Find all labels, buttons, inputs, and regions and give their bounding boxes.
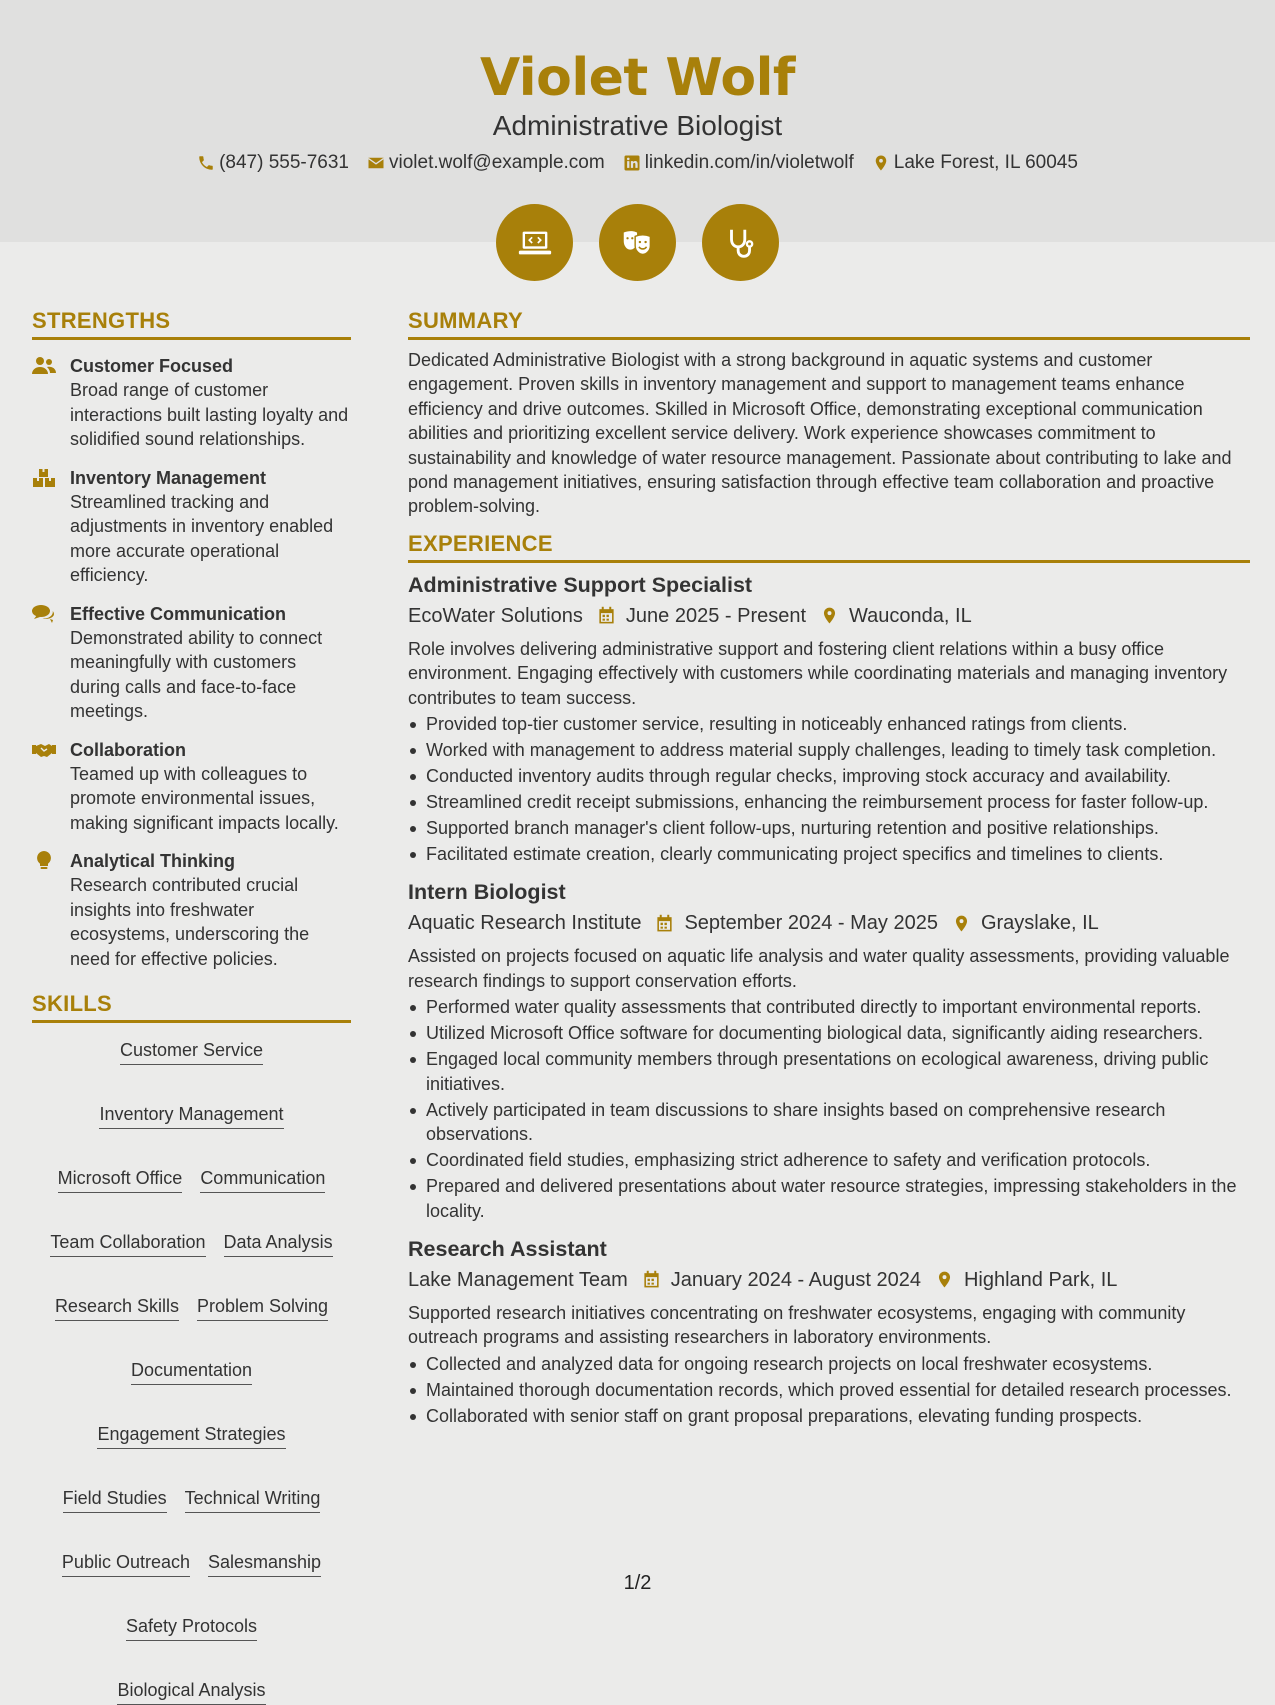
list-item: Engaged local community members through presentations on ecological awareness, driving public initiatives. [408,1047,1250,1096]
handshake-icon [32,740,56,760]
comments-icon [32,604,56,624]
strength-name: Effective Communication [70,603,287,624]
skill-tag: Technical Writing [185,1487,321,1513]
skill-tag: Customer Service [120,1039,263,1065]
list-item: Performed water quality assessments that contributed directly to important environmental reports. [408,995,1250,1019]
skills-heading: SKILLS [32,991,351,1023]
page-number: 1/2 [623,1572,652,1594]
list-item: Supported branch manager's client follow-ups, nurturing retention and positive relationships. [408,816,1250,840]
phone-icon [197,154,215,172]
contact-phone-text: (847) 555-7631 [219,152,349,173]
skill-tag: Salesmanship [208,1551,321,1577]
skill-tag: Biological Analysis [117,1679,265,1705]
list-item: Actively participated in team discussions to share insights based on comprehensive research observations. [408,1098,1250,1147]
job-location: Grayslake, IL [980,912,1099,935]
job-dates: January 2024 - August 2024 [670,1268,921,1291]
map-pin-icon [820,606,839,625]
users-icon [32,356,56,376]
skills-list [32,1039,351,1705]
list-item: Coordinated field studies, emphasizing strict adherence to safety and verification protocols. [408,1148,1250,1172]
job-bullets [408,1352,1250,1428]
strength-desc: Teamed up with colleagues to promote environmental issues, making significant impacts locally. [70,763,339,833]
skill-tag: Field Studies [63,1487,167,1513]
linkedin-icon [623,154,641,172]
job-meta [408,1267,1250,1293]
job-dates: September 2024 - May 2025 [684,912,938,935]
skill-tag: Engagement Strategies [97,1423,285,1449]
left-column [32,308,351,1705]
strength-name: Collaboration [70,739,186,760]
lightbulb-icon [32,851,56,871]
strength-name: Analytical Thinking [70,851,236,871]
calendar-icon [597,606,616,625]
contact-row [0,152,1275,174]
job-company: Lake Management Team [408,1268,628,1291]
contact-email-text: violet.wolf@example.com [389,152,605,173]
job-role: Administrative Support Specialist [408,572,753,597]
strength-desc: Demonstrated ability to connect meaningfully with customers during calls and face-to-face meetings. [70,627,323,721]
list-item: Provided top-tier customer service, resulting in noticeably enhanced ratings from clients. [408,712,1250,736]
list-item: Utilized Microsoft Office software for documenting biological data, significantly aiding researchers. [408,1021,1250,1045]
experience-section [408,531,1250,1428]
strength-item [32,738,351,836]
skill-tag: Communication [200,1167,325,1193]
calendar-icon [642,1270,661,1289]
list-item: Streamlined credit receipt submissions, enhancing the reimbursement process for faster follow-up. [408,790,1250,814]
list-item: Maintained thorough documentation records, which proved essential for detailed research processes. [408,1378,1250,1402]
job-location: Wauconda, IL [849,604,972,627]
stethoscope-icon [722,224,760,262]
list-item: Conducted inventory audits through regular checks, improving stock accuracy and availability. [408,764,1250,788]
calendar-icon [655,914,674,933]
laptop-code-icon [516,224,554,262]
job-role: Research Assistant [408,1236,607,1261]
contact-location [872,152,1078,174]
badge-theater-masks [599,204,676,281]
skills-section [32,991,351,1705]
contact-phone[interactable] [197,152,349,174]
summary-heading: SUMMARY [408,308,1250,340]
list-item: Worked with management to address material supply challenges, leading to timely task completion. [408,738,1250,762]
boxes-icon [32,468,56,488]
job-meta [408,910,1250,936]
job-entry [408,571,1250,867]
list-item: Facilitated estimate creation, clearly communicating project specifics and timelines to clients. [408,842,1250,866]
interest-badges [0,204,1275,281]
summary-text: Dedicated Administrative Biologist with a strong background in aquatic systems and customer engagement. Proven skills in inventory management and support to management teams enhance efficiency and drive outcomes. Skilled in Microsoft Office, demonstrating exceptional communication abilities and prioritizing excellent service delivery. Work experience showcases commitment to sustainability and knowledge of water resource management. Passionate about contributing to lake and pond management initiatives, ensuring satisfaction through effective team collaboration and proactive problem-solving. [408,350,1232,517]
skill-tag: Team Collaboration [50,1231,205,1257]
job-bullets [408,995,1250,1223]
job-entry [408,878,1250,1222]
skill-tag: Problem Solving [197,1295,328,1321]
experience-heading: EXPERIENCE [408,531,1250,563]
skill-tag: Data Analysis [224,1231,333,1257]
skill-tag: Public Outreach [62,1551,190,1577]
strengths-heading: STRENGTHS [32,308,351,340]
job-company: EcoWater Solutions [408,604,583,627]
job-company: Aquatic Research Institute [408,912,642,935]
job-description: Role involves delivering administrative support and fostering client relations within a busy office environment. Engaging effectively with customers while coordinating materials and managing inventory contributes to team success. [408,638,1228,708]
skill-tag: Inventory Management [99,1103,283,1129]
list-item: Collected and analyzed data for ongoing research projects on local freshwater ecosystems. [408,1352,1250,1376]
map-pin-icon [872,154,890,172]
contact-location-text: Lake Forest, IL 60045 [893,152,1078,173]
badge-laptop-code [496,204,573,281]
job-location: Highland Park, IL [963,1268,1118,1291]
candidate-name: Violet Wolf [479,48,796,108]
job-meta [408,603,1250,629]
strength-desc: Streamlined tracking and adjustments in inventory enabled more accurate operational efficiency. [70,491,334,585]
job-description: Supported research initiatives concentrating on freshwater ecosystems, engaging with community outreach programs and assisting researchers in laboratory environments. [408,1302,1186,1348]
skill-tag: Documentation [131,1359,252,1385]
skill-tag: Microsoft Office [58,1167,183,1193]
list-item: Collaborated with senior staff on grant proposal preparations, elevating funding prospects. [408,1404,1250,1428]
strength-desc: Broad range of customer interactions built lasting loyalty and solidified sound relationships. [70,380,349,449]
strength-item [32,354,351,452]
job-dates: June 2025 - Present [625,604,807,627]
contact-linkedin[interactable] [623,152,854,174]
strength-item [32,849,351,971]
strength-name: Customer Focused [70,356,234,376]
envelope-icon [367,154,385,172]
skill-tag: Safety Protocols [126,1615,257,1641]
right-column [408,308,1250,1428]
map-pin-icon [952,914,971,933]
contact-email[interactable] [367,152,605,174]
map-pin-icon [935,1270,954,1289]
job-role: Intern Biologist [408,880,566,905]
contact-linkedin-text: linkedin.com/in/violetwolf [644,152,854,173]
strength-item [32,602,351,724]
strength-name: Inventory Management [70,467,267,488]
strength-item [32,466,351,588]
candidate-title: Administrative Biologist [492,110,783,141]
theater-masks-icon [619,224,657,262]
job-description: Assisted on projects focused on aquatic life analysis and water quality assessments, providing valuable research findings to support conservation efforts. [408,946,1230,991]
job-bullets [408,712,1250,866]
badge-stethoscope [702,204,779,281]
skill-tag: Research Skills [55,1295,179,1321]
job-entry [408,1235,1250,1428]
strength-desc: Research contributed crucial insights into freshwater ecosystems, underscoring the need for effective policies. [70,875,310,969]
list-item: Prepared and delivered presentations about water resource strategies, impressing stakeholders in the locality. [408,1174,1250,1223]
